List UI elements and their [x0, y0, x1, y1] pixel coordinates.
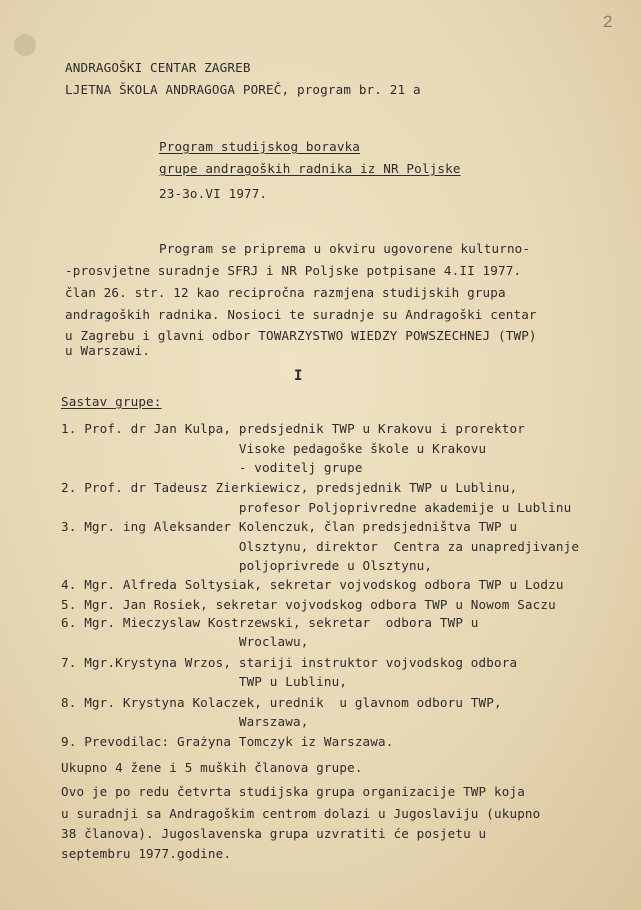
title-line-1: Program studijskog boravka: [159, 139, 361, 154]
member-line: 7. Mgr.Krystyna Wrzos, stariji instruktor vojvodskog odbora: [61, 655, 518, 670]
section-numeral: I: [294, 368, 303, 384]
closing-line: Ovo je po redu četvrta studijska grupa organizacije TWP koja: [61, 784, 525, 799]
header-program: LJETNA ŠKOLA ANDRAGOGA POREČ, program br. 21 a: [65, 82, 421, 97]
member-line: profesor Poljoprivredne akademije u Lublinu: [61, 500, 572, 515]
member-line: 5. Mgr. Jan Rosiek, sekretar vojvodskog odbora TWP u Nowom Saczu: [61, 597, 556, 612]
member-line: 3. Mgr. ing Aleksander Kolenczuk, član predsjedništva TWP u: [61, 519, 518, 534]
member-line: TWP u Lublinu,: [61, 674, 348, 689]
member-line: 1. Prof. dr Jan Kulpa, predsjednik TWP u Krakovu i prorektor: [61, 421, 525, 436]
intro-line: u Zagrebu i glavni odbor TOWARZYSTWO WIEDZY POWSZECHNEJ (TWP): [65, 328, 537, 343]
group-heading: Sastav grupe:: [61, 394, 162, 409]
intro-line: u Warszawi.: [65, 343, 151, 358]
member-line: 4. Mgr. Alfreda Soltysiak, sekretar vojvodskog odbora TWP u Lodzu: [61, 577, 564, 592]
closing-line: 38 članova). Jugoslavenska grupa uzvratiti će posjetu u: [61, 826, 487, 841]
closing-line: u suradnji sa Andragoškim centrom dolazi u Jugoslaviju (ukupno: [61, 806, 541, 821]
summary: Ukupno 4 žene i 5 muških članova grupe.: [61, 760, 363, 775]
intro-line: Program se priprema u okviru ugovorene kulturno-: [159, 241, 531, 256]
closing-line: septembru 1977.godine.: [61, 846, 232, 861]
member-line: Olsztynu, direktor Centra za unapredjivanje: [61, 539, 580, 554]
member-line: 9. Prevodilac: Grażyna Tomczyk iz Warszawa.: [61, 734, 394, 749]
ink-stain: [14, 34, 36, 56]
member-line: Warszawa,: [61, 714, 309, 729]
member-line: 2. Prof. dr Tadeusz Zierkiewicz, predsjednik TWP u Lublinu,: [61, 480, 518, 495]
intro-line: -prosvjetne suradnje SFRJ i NR Poljske potpisane 4.II 1977.: [65, 263, 522, 278]
member-line: poljoprivrede u Olsztynu,: [61, 558, 433, 573]
member-line: Wroclawu,: [61, 634, 309, 649]
member-line: 8. Mgr. Krystyna Kolaczek, urednik u glavnom odboru TWP,: [61, 695, 502, 710]
member-line: Visoke pedagoške škole u Krakovu: [61, 441, 487, 456]
intro-line: član 26. str. 12 kao recipročna razmjena studijskih grupa: [65, 285, 506, 300]
member-line: - voditelj grupe: [61, 460, 363, 475]
intro-line: andragoških radnika. Nosioci te suradnje su Andragoški centar: [65, 307, 537, 322]
header-organization: ANDRAGOŠKI CENTAR ZAGREB: [65, 60, 251, 75]
page-number: 2: [603, 12, 613, 31]
title-date: 23-3o.VI 1977.: [159, 186, 268, 201]
title-line-2: grupe andragoških radnika iz NR Poljske: [159, 161, 461, 176]
member-line: 6. Mgr. Mieczyslaw Kostrzewski, sekretar odbora TWP u: [61, 615, 479, 630]
